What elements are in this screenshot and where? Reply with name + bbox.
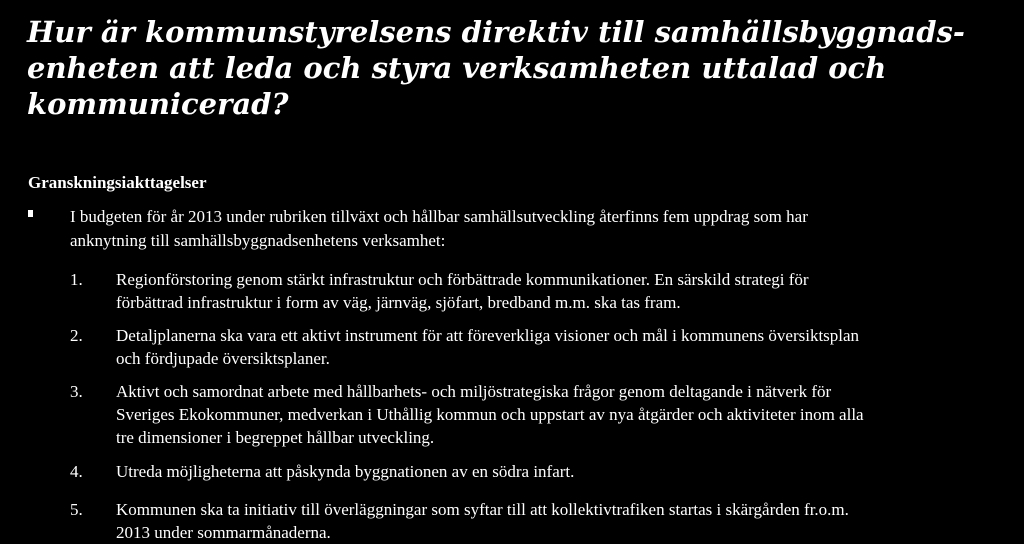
list-item-line: Sveriges Ekokommuner, medverkan i Uthållig kommun och uppstart av nya åtgärder och aktiviteter inom alla: [116, 405, 864, 424]
list-item-number: 4.: [70, 462, 83, 481]
list-item-number: 5.: [70, 500, 83, 519]
list-item-line: Utreda möjligheterna att påskynda byggnationen av en södra infart.: [116, 462, 575, 481]
list-item-line: förbättrad infrastruktur i form av väg, järnväg, sjöfart, bredband m.m. ska tas fram.: [116, 293, 681, 312]
bullet-paragraph: [28, 205, 1018, 253]
list-item-number: 2.: [70, 326, 83, 345]
list-item-line: Kommunen ska ta initiativ till överläggningar som syftar till att kollektivtrafiken startas i skärgården fr.o.m.: [116, 500, 849, 519]
list-item-number: 1.: [70, 270, 83, 289]
list-item-line: 2013 under sommarmånaderna.: [116, 523, 331, 542]
page-title-line: enheten att leda och styra verksamheten uttalad och: [27, 51, 887, 85]
list-item-number: 3.: [70, 382, 83, 401]
bullet-text-line: I budgeten för år 2013 under rubriken tillväxt och hållbar samhällsutveckling återfinns fem uppdrag som har: [70, 207, 808, 226]
page-title-line: kommunicerad?: [27, 87, 289, 121]
list-item: [70, 498, 849, 544]
list-item: [70, 460, 574, 483]
bullet-text-line: anknytning till samhällsbyggnadsenhetens verksamhet:: [70, 231, 446, 250]
square-bullet-icon: [28, 210, 33, 217]
list-item-line: Detaljplanerna ska vara ett aktivt instrument för att föreverkliga visioner och mål i kommunens översiktsplan: [116, 326, 860, 345]
bullet-text: [70, 205, 1018, 253]
section-heading: Granskningsiakttagelser: [28, 173, 207, 192]
list-item-line: och fördjupade översiktsplaner.: [116, 349, 330, 368]
list-item: [70, 268, 809, 314]
page-title-line: Hur är kommunstyrelsens direktiv till samhällsbyggnads-: [27, 15, 965, 49]
list-item-line: Regionförstoring genom stärkt infrastruktur och förbättrade kommunikationer. En särskild strategi för: [116, 270, 809, 289]
list-item: [70, 380, 864, 449]
list-item-line: tre dimensioner i begreppet hållbar utveckling.: [116, 428, 435, 447]
list-item: [70, 324, 859, 370]
page-title: [27, 14, 1012, 122]
list-item-line: Aktivt och samordnat arbete med hållbarhets- och miljöstrategiska frågor genom deltagande i nätverk för: [116, 382, 832, 401]
